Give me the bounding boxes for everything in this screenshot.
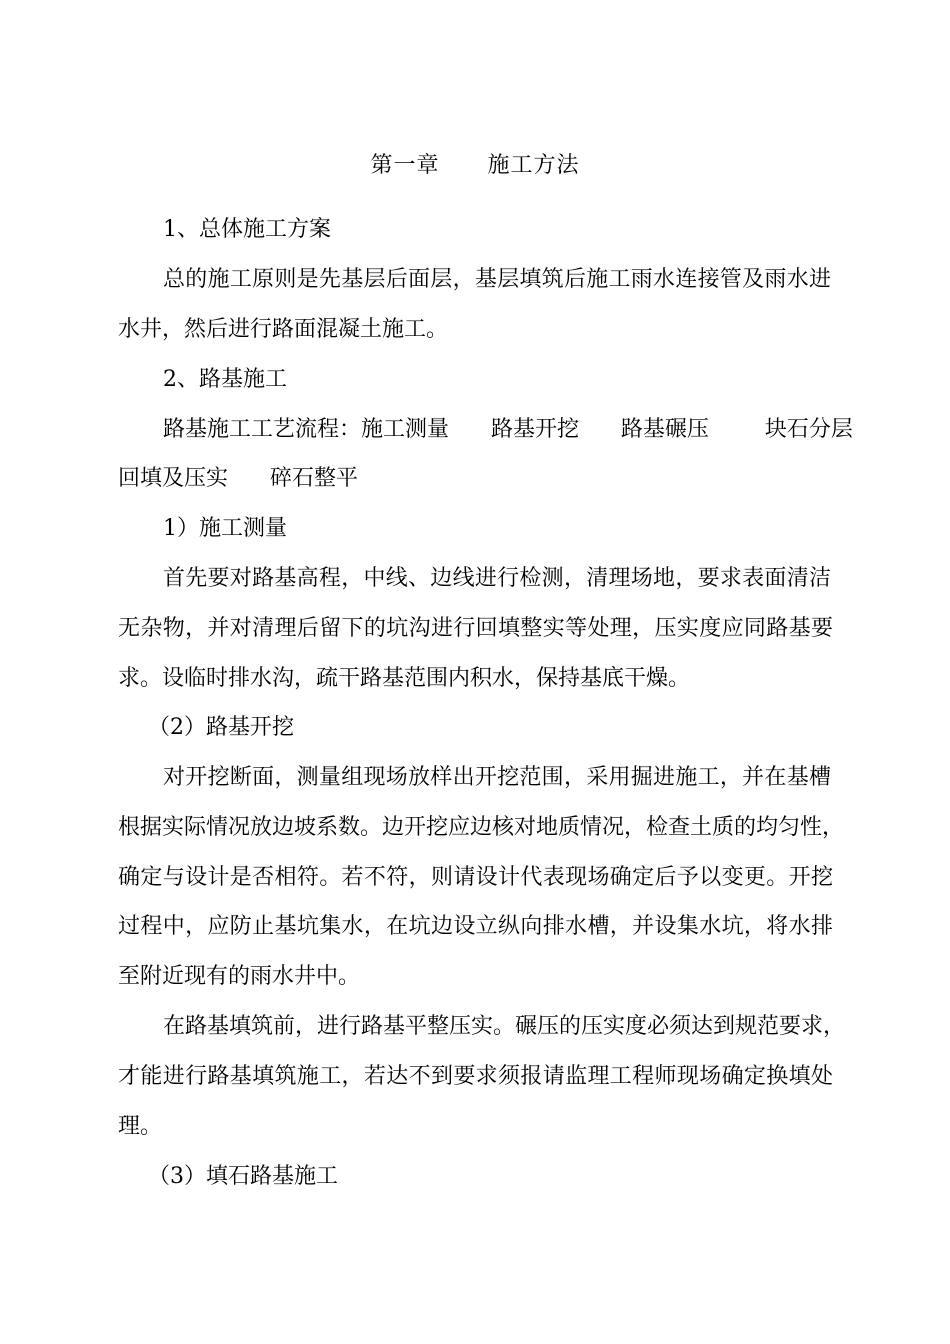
paragraph-line: 至附近现有的雨水井中。 bbox=[118, 964, 361, 989]
section-heading: 1、总体施工方案 bbox=[163, 217, 331, 242]
paragraph-line: 路基施工工艺流程：施工测量 路基开挖 路基碾压 块石分层 bbox=[163, 417, 853, 442]
section-heading: 2、路基施工 bbox=[163, 367, 287, 392]
chapter-title: 第一章 施工方法 bbox=[370, 153, 580, 178]
subsection-heading: 1）施工测量 bbox=[163, 516, 287, 541]
paragraph-line: 在路基填筑前，进行路基平整压实。碾压的压实度必须达到规范要求， bbox=[163, 1014, 846, 1039]
paragraph-line: 确定与设计是否相符。若不符，则请设计代表现场确定后予以变更。开挖 bbox=[118, 865, 833, 890]
paragraph-line: 首先要对路基高程，中线、边线进行检测，清理场地，要求表面清洁 bbox=[163, 566, 831, 591]
paragraph-line: 根据实际情况放边坡系数。边开挖应边核对地质情况，检查土质的均匀性， bbox=[118, 815, 845, 840]
paragraph-line: 无杂物，并对清理后留下的坑沟进行回填整实等处理，压实度应同路基要 bbox=[118, 616, 833, 641]
paragraph-line: 回填及压实 碎石整平 bbox=[118, 466, 358, 491]
paragraph-line: 过程中，应防止基坑集水，在坑边设立纵向排水槽，并设集水坑，将水排 bbox=[118, 914, 833, 939]
paragraph-line: 求。设临时排水沟，疏干路基范围内积水，保持基底干燥。 bbox=[118, 666, 691, 691]
paragraph-line: 理。 bbox=[118, 1114, 163, 1139]
paragraph-line: 对开挖断面，测量组现场放样出开挖范围，采用掘进施工，并在基槽 bbox=[163, 765, 831, 790]
paragraph-line: 水井，然后进行路面混凝土施工。 bbox=[118, 317, 449, 342]
paragraph-line: 总的施工原则是先基层后面层，基层填筑后施工雨水连接管及雨水进 bbox=[163, 267, 831, 292]
paragraph-line: 才能进行路基填筑施工，若达不到要求须报请监理工程师现场确定换填处 bbox=[118, 1064, 833, 1089]
subsection-heading: （3）填石路基施工 bbox=[148, 1164, 338, 1189]
subsection-heading: （2）路基开挖 bbox=[148, 715, 294, 740]
